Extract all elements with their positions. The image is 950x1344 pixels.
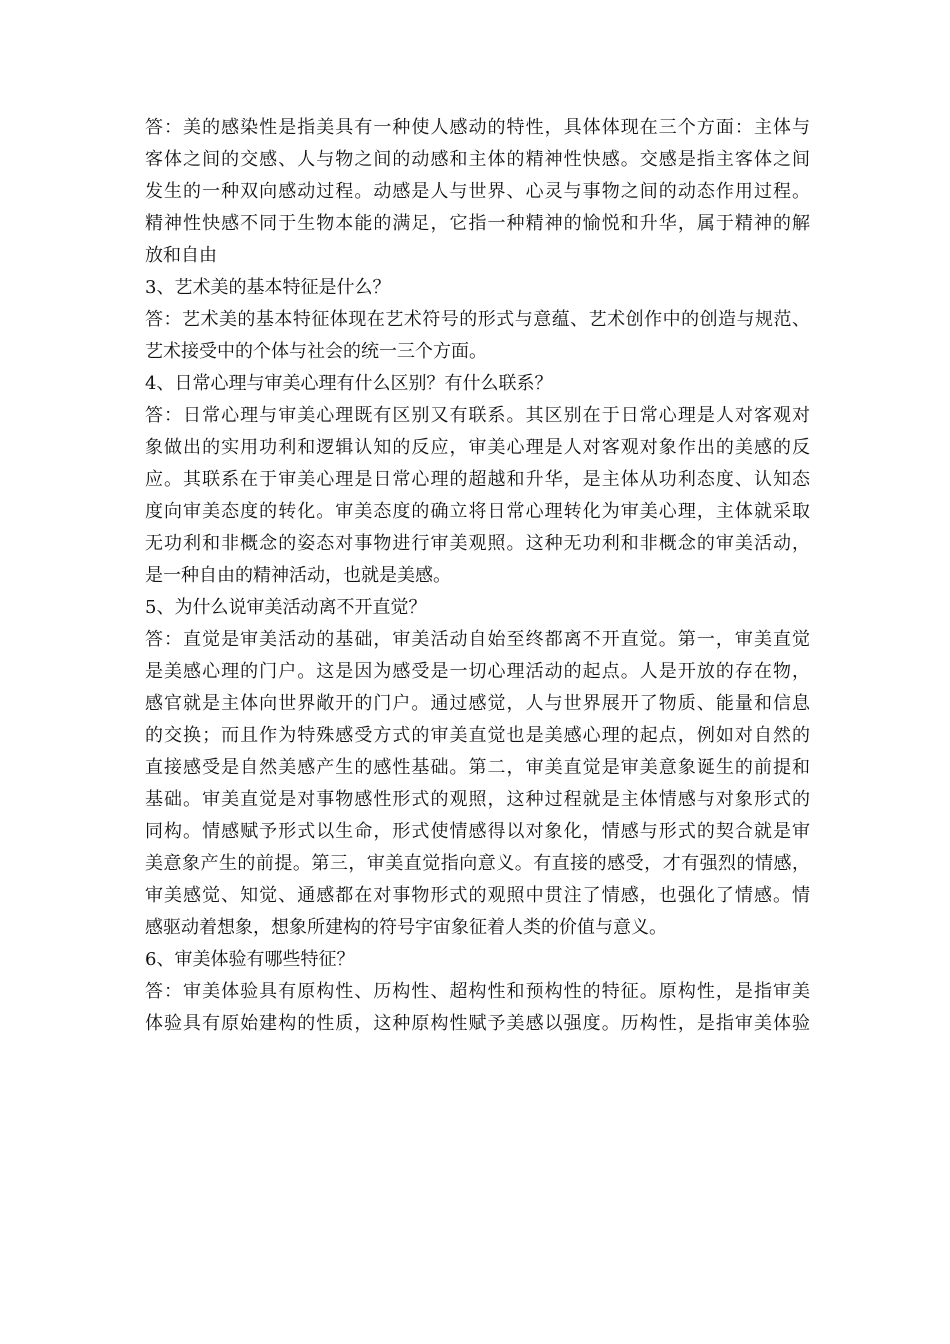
text-line: 基础。审美直觉是对事物感性形式的观照，这种过程就是主体情感与对象形式的: [145, 789, 810, 810]
text-line: 精神性快感不同于生物本能的满足，它指一种精神的愉悦和升华，属于精神的解: [145, 213, 810, 234]
text-line: 应。其联系在于审美心理是日常心理的超越和升华，是主体从功利态度、认知态: [145, 469, 810, 490]
text-line: 同构。情感赋予形式以生命，形式使情感得以对象化，情感与形式的契合就是审: [145, 821, 810, 842]
text-line: 艺术接受中的个体与社会的统一三个方面。: [145, 341, 487, 362]
text-line: 答：日常心理与审美心理既有区别又有联系。其区别在于日常心理是人对客观对: [145, 405, 810, 426]
question-heading: 5、为什么说审美活动离不开直觉？: [145, 597, 427, 618]
text-line: 美意象产生的前提。第三，审美直觉指向意义。有直接的感受，才有强烈的情感，: [145, 853, 810, 874]
text-line: 是美感心理的门户。这是因为感受是一切心理活动的起点。人是开放的存在物，: [145, 661, 810, 682]
text-line: 感官就是主体向世界敞开的门户。通过感觉，人与世界展开了物质、能量和信息: [145, 693, 810, 714]
text-line: 体验具有原始建构的性质，这种原构性赋予美感以强度。历构性，是指审美体验: [145, 1013, 810, 1034]
text-line: 客体之间的交感、人与物之间的动感和主体的精神性快感。交感是指主客体之间: [145, 149, 810, 170]
text-line: 度向审美态度的转化。审美态度的确立将日常心理转化为审美心理，主体就采取: [145, 501, 810, 522]
text-line: 象做出的实用功利和逻辑认知的反应，审美心理是人对客观对象作出的美感的反: [145, 437, 810, 458]
text-line: 是一种自由的精神活动，也就是美感。: [145, 565, 451, 586]
text-line: 无功利和非概念的姿态对事物进行审美观照。这种无功利和非概念的审美活动，: [145, 533, 810, 554]
question-heading: 6、审美体验有哪些特征？: [145, 949, 355, 970]
text-line: 感驱动着想象，想象所建构的符号宇宙象征着人类的价值与意义。: [145, 917, 667, 938]
text-line: 答：直觉是审美活动的基础，审美活动自始至终都离不开直觉。第一，审美直觉: [145, 629, 810, 650]
document-body: [145, 112, 810, 1040]
text-line: 发生的一种双向感动过程。动感是人与世界、心灵与事物之间的动态作用过程。: [145, 181, 810, 202]
text-line: 答：审美体验具有原构性、历构性、超构性和预构性的特征。原构性，是指审美: [145, 981, 810, 1002]
text-line: 直接感受是自然美感产生的感性基础。第二，审美直觉是审美意象诞生的前提和: [145, 757, 810, 778]
question-heading: 4、日常心理与审美心理有什么区别？有什么联系？: [145, 373, 553, 394]
text-line: 答：艺术美的基本特征体现在艺术符号的形式与意蕴、艺术创作中的创造与规范、: [145, 309, 810, 330]
text-line: 答：美的感染性是指美具有一种使人感动的特性，具体体现在三个方面：主体与: [145, 117, 810, 138]
text-line: 的交换；而且作为特殊感受方式的审美直觉也是美感心理的起点，例如对自然的: [145, 725, 810, 746]
text-line: 放和自由: [145, 245, 217, 266]
text-line: 审美感觉、知觉、通感都在对事物形式的观照中贯注了情感，也强化了情感。情: [145, 885, 810, 906]
question-heading: 3、艺术美的基本特征是什么？: [145, 277, 391, 298]
